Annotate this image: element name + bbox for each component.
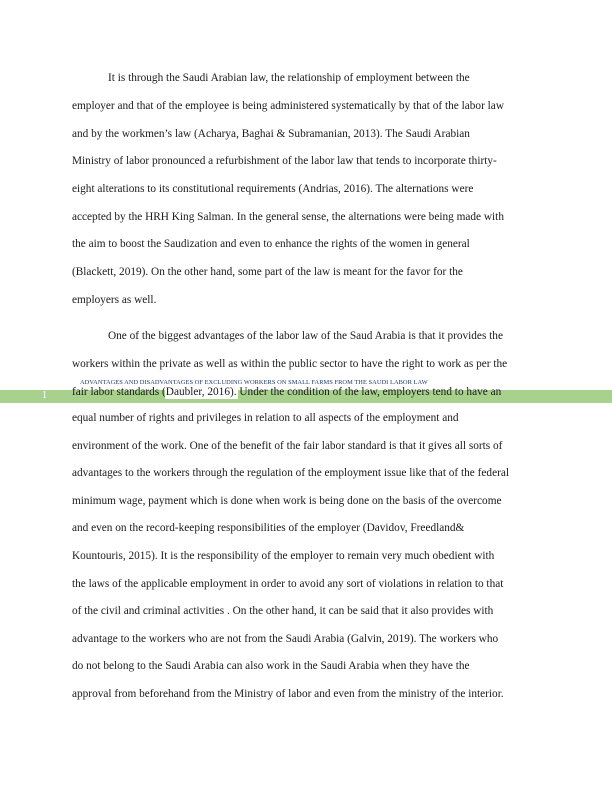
- paragraph-1-line-2: employer and that of the employee is being administered systematically by that of the labor law: [72, 100, 504, 112]
- line-3-start: fair labor standards (: [72, 386, 166, 398]
- paragraph-1-line-1: It is through the Saudi Arabian law, the relationship of employment between the: [108, 72, 470, 84]
- paragraph-2-line-14: approval from beforehand from the Ministry of labor and even from the ministry of the interior.: [72, 688, 504, 700]
- line-3-end: Under the condition of the law, employers tend to have an: [236, 386, 502, 398]
- paragraph-2-line-3: [72, 385, 501, 399]
- running-head: ADVANTAGES AND DISADVANTAGES OF EXCLUDING WORKERS ON SMALL FARMS FROM THE SAUDI LABOR LAW: [80, 379, 428, 386]
- paragraph-1-line-6: accepted by the HRH King Salman. In the general sense, the alternations were being made with: [72, 211, 504, 223]
- paragraph-2-line-10: the laws of the applicable employment in order to avoid any sort of violations in relation to that: [72, 578, 504, 590]
- citation-daubler: Daubler, 2016).: [165, 386, 237, 398]
- paragraph-1-line-5: eight alterations to its constitutional requirements (Andrias, 2016). The alternations were: [72, 183, 474, 195]
- paragraph-2-line-13: do not belong to the Saudi Arabia can also work in the Saudi Arabia when they have the: [72, 660, 470, 672]
- paragraph-2-line-7: minimum wage, payment which is done when work is being done on the basis of the overcome: [72, 495, 502, 507]
- paragraph-2-line-5: environment of the work. One of the benefit of the fair labor standard is that it gives all sorts of: [72, 440, 503, 452]
- page-number: 1: [42, 390, 47, 401]
- paragraph-2-line-1: One of the biggest advantages of the labor law of the Saud Arabia is that it provides the: [108, 330, 503, 342]
- paragraph-2-line-9: Kountouris, 2015). It is the responsibility of the employer to remain very much obedient with: [72, 550, 495, 562]
- paragraph-2-line-11: of the civil and criminal activities . On the other hand, it can be said that it also provides with: [72, 605, 494, 617]
- paragraph-2-line-4: equal number of rights and privileges in relation to all aspects of the employment and: [72, 412, 459, 424]
- paragraph-1-line-3: and by the workmen’s law (Acharya, Baghai & Subramanian, 2013). The Saudi Arabian: [72, 128, 470, 140]
- paragraph-1-line-8: (Blackett, 2019). On the other hand, some part of the law is meant for the favor for the: [72, 266, 463, 278]
- paragraph-2-line-6: advantages to the workers through the regulation of the employment issue like that of the federal: [72, 467, 509, 479]
- paragraph-2-line-12: advantage to the workers who are not from the Saudi Arabia (Galvin, 2019). The workers who: [72, 633, 499, 645]
- paragraph-1-line-7: the aim to boost the Saudization and even to enhance the rights of the women in general: [72, 238, 470, 250]
- paragraph-2-line-8: and even on the record-keeping responsibilities of the employer (Davidov, Freedland&: [72, 522, 465, 534]
- paragraph-2-line-2: workers within the private as well as within the public sector to have the right to work as per the: [72, 358, 508, 370]
- paragraph-1-line-4: Ministry of labor pronounced a refurbishment of the labor law that tends to incorporate thirty-: [72, 155, 497, 167]
- paragraph-1-line-9: employers as well.: [72, 294, 157, 306]
